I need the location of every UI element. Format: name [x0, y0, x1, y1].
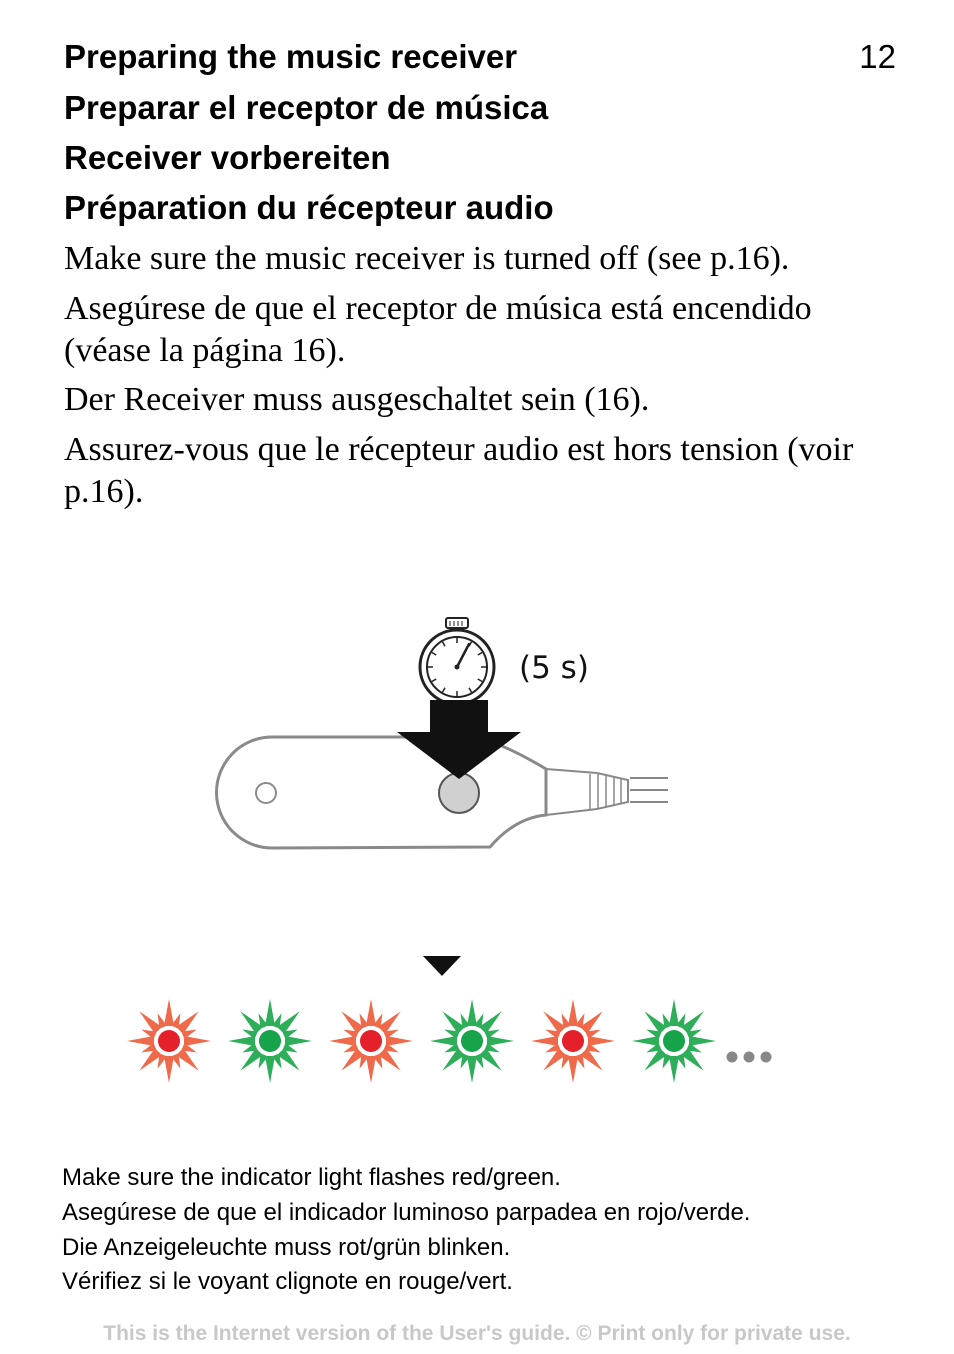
caption-french: Vérifiez si le voyant clignote en rouge/vert.	[62, 1268, 513, 1295]
flashing-sequence	[127, 999, 716, 1083]
heading-english: Preparing the music receiver	[64, 38, 518, 75]
next-step-arrow-icon	[423, 956, 461, 976]
red-flash-icon	[329, 999, 413, 1083]
green-flash-icon	[228, 999, 312, 1083]
instruction-french: Assurez-vous que le récepteur audio est hors tension (voir p.16).	[64, 431, 854, 510]
instruction-english: Make sure the music receiver is turned off (see p.16).	[64, 240, 790, 277]
heading-spanish: Preparar el receptor de música	[64, 89, 549, 126]
heading-french: Préparation du récepteur audio	[64, 189, 554, 226]
indicator-light	[256, 783, 276, 803]
green-flash-icon	[632, 999, 716, 1083]
red-flash-icon	[531, 999, 615, 1083]
timer-label: (5 s)	[519, 650, 589, 686]
receiver-cable	[546, 769, 668, 815]
green-flash-icon	[430, 999, 514, 1083]
page-number: 12	[859, 38, 896, 75]
ellipsis-icon	[727, 1052, 772, 1063]
receiver-illustration	[0, 560, 954, 1120]
red-flash-icon	[127, 999, 211, 1083]
footer-notice: This is the Internet version of the User's guide. © Print only for private use.	[103, 1322, 851, 1345]
instruction-german: Der Receiver muss ausgeschaltet sein (16).	[64, 381, 650, 418]
heading-german: Receiver vorbereiten	[64, 139, 391, 176]
instruction-spanish: Asegúrese de que el receptor de música está encendido (véase la página 16).	[64, 290, 812, 369]
caption-english: Make sure the indicator light flashes red/green.	[62, 1164, 561, 1191]
caption-spanish: Asegúrese de que el indicador luminoso parpadea en rojo/verde.	[62, 1199, 751, 1226]
stopwatch-icon	[420, 618, 494, 704]
caption-german: Die Anzeigeleuchte muss rot/grün blinken.	[62, 1234, 511, 1261]
